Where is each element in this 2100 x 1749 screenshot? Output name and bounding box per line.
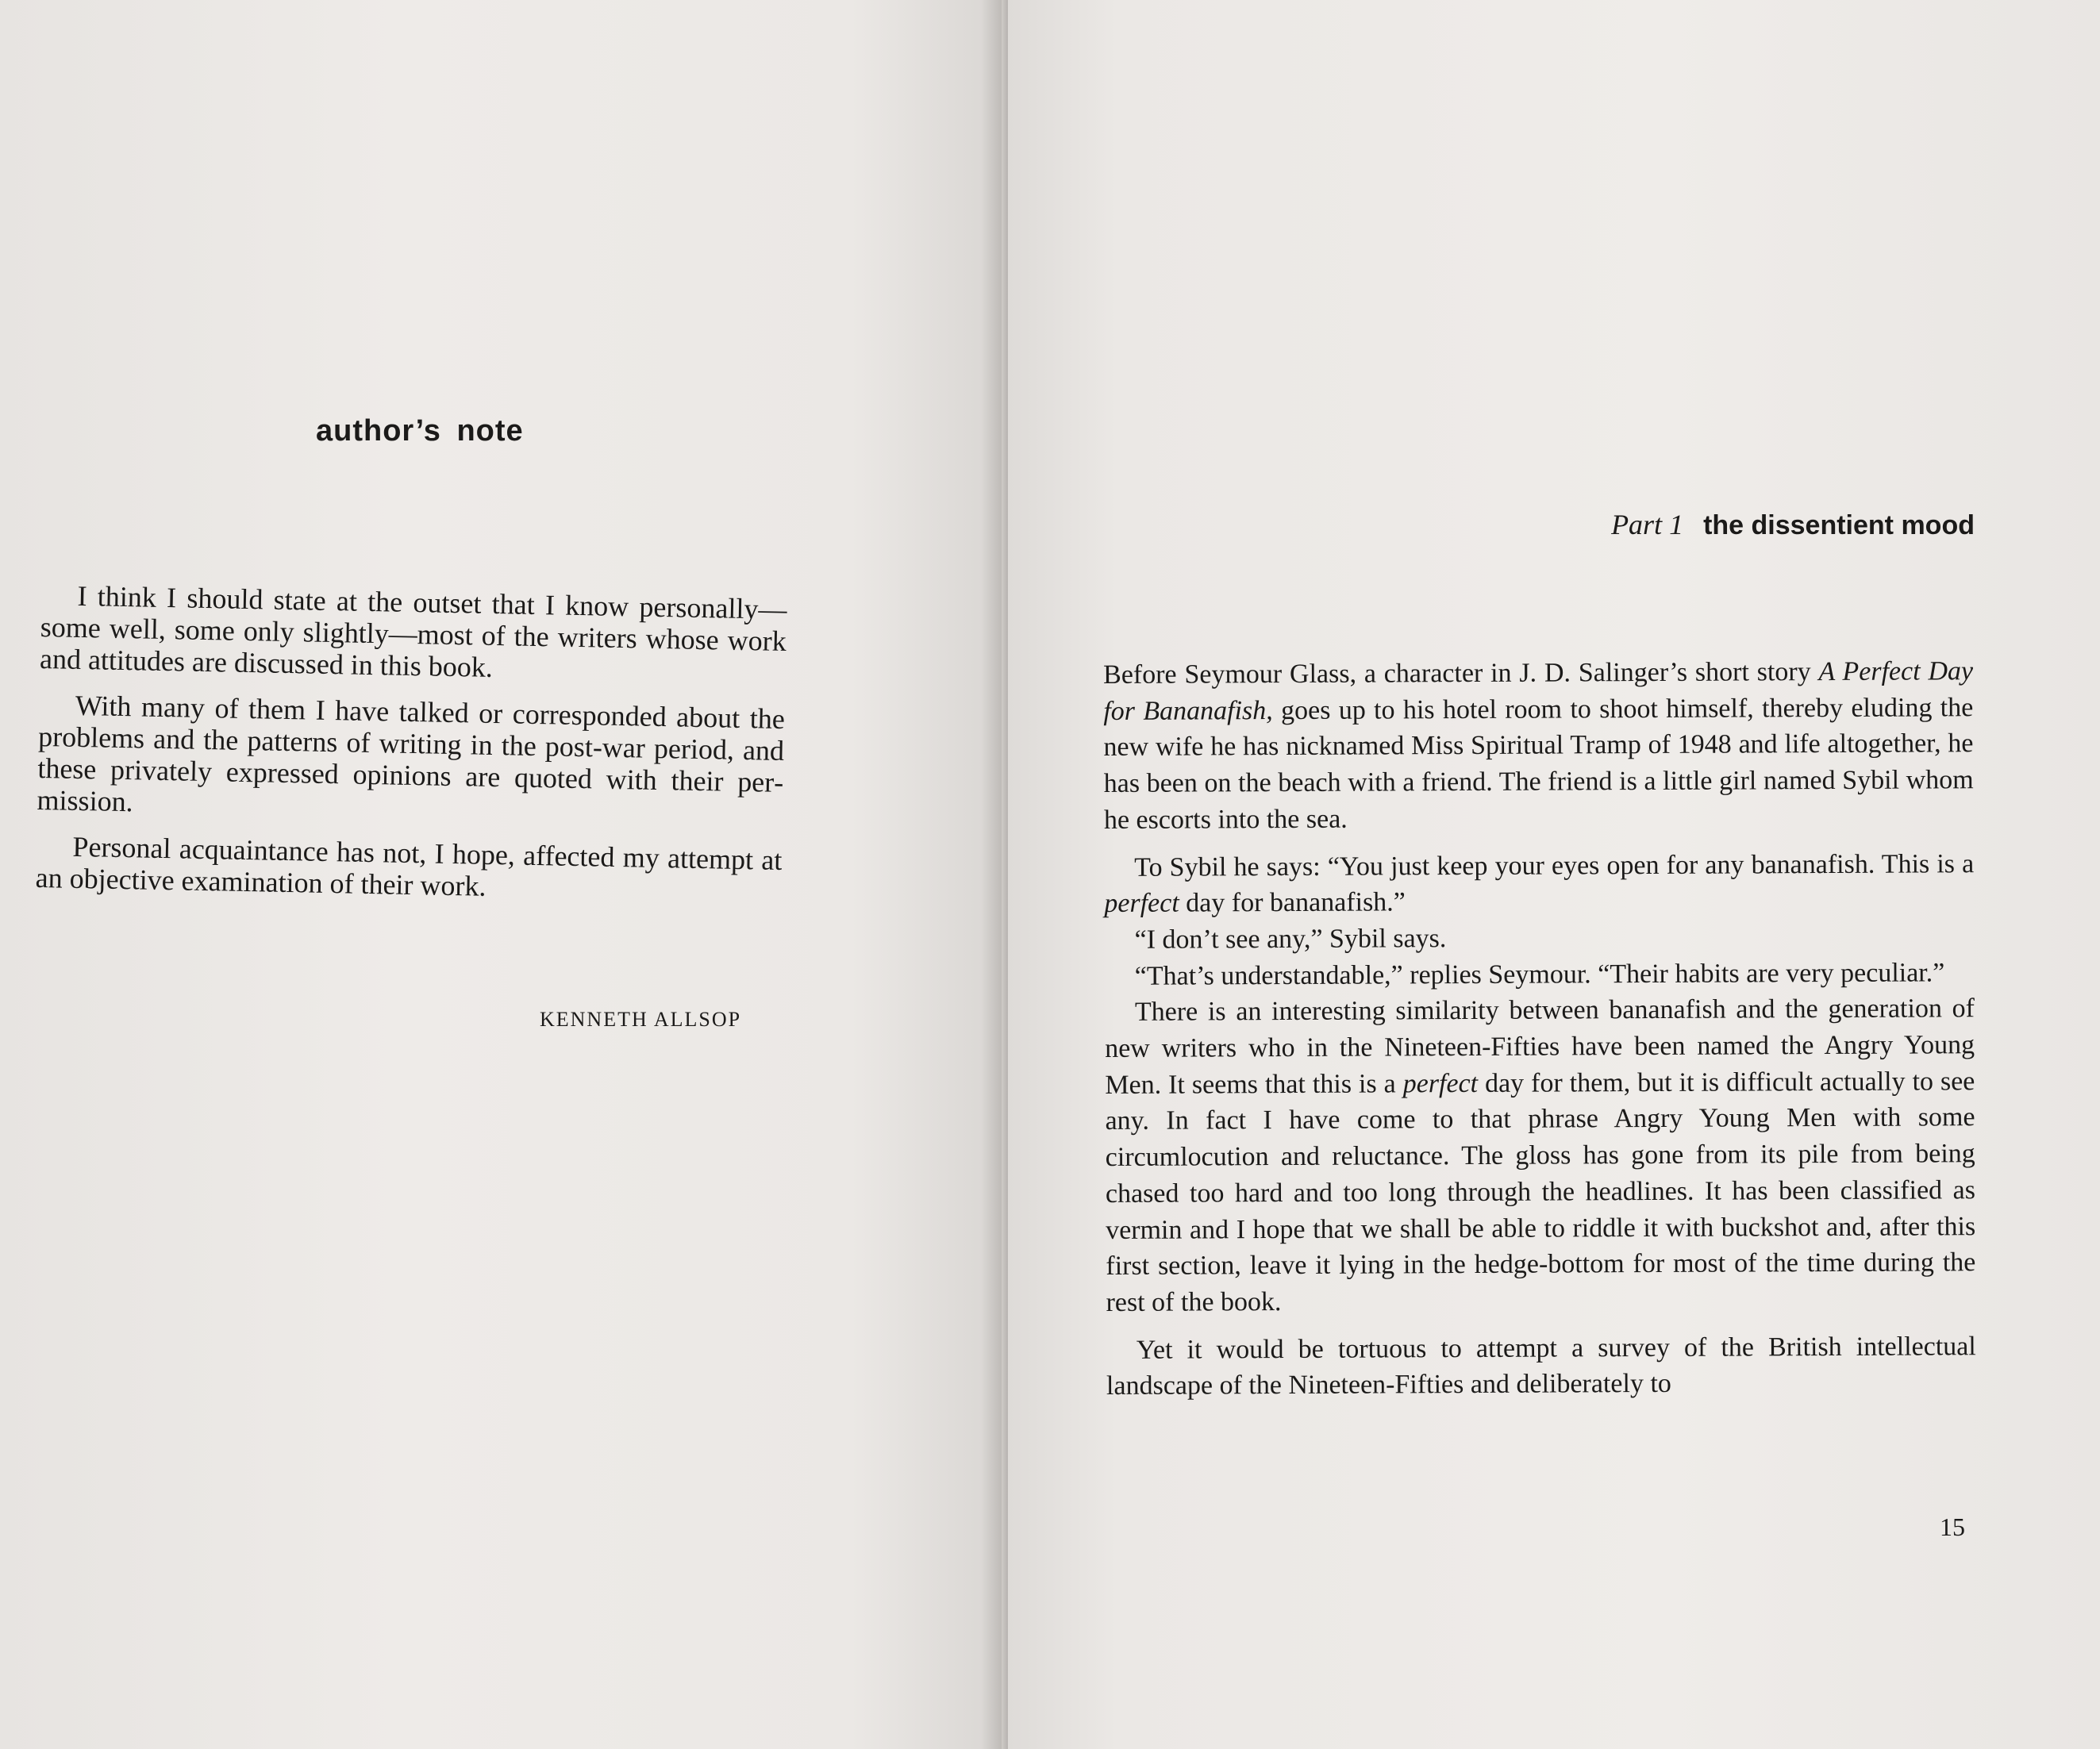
text-run: Before Seymour Glass, a character in J. D. Salinger’s short story	[1103, 657, 1819, 690]
emphasis: perfect	[1402, 1068, 1479, 1099]
authors-note-title: author’s note	[316, 414, 524, 448]
part-label: Part 1	[1611, 509, 1684, 540]
text-run: day for them, but it is difficult actually to see any. In fact I have come to that phrase Angry Young Men with some circumlocution and reluctance. The gloss has gone from its pile from being chased too hard and too long through the headlines. It has been classified as vermin and I hope that we shall be able to riddle it with buckshot and, after this first section, leave it lying in the hedge-bottom for most of the time during the rest of the book.	[1105, 1066, 1976, 1317]
body-paragraph	[1104, 846, 1974, 922]
body-paragraph: “I don’t see any,” Sybil says.	[1134, 924, 1447, 955]
author-signature: KENNETH ALLSOP	[540, 1008, 742, 1031]
page-number: 15	[1940, 1513, 1965, 1541]
body-paragraph	[1105, 991, 1976, 1321]
text-run: To Sybil he says: “You just keep your eyes open for any bananafish. This is a	[1134, 848, 1975, 882]
text-run: goes up to his hotel room to shoot himself, thereby eluding the new wife he has nicknamed Miss Spiritual Tramp of 1948 and life altogether, he has been on the beach with a friend. The friend is a little girl named Sybil whom he escorts into the sea.	[1103, 692, 1974, 835]
note-paragraph: Personal acquaintance has not, I hope, affected my attempt at an objective examination of their work.	[35, 830, 783, 902]
part-title: the dissentient mood	[1703, 510, 1975, 540]
chapter-body	[1103, 653, 1976, 1405]
body-paragraph: Yet it would be tortuous to attempt a survey of the British intellectual landscape of the Nineteen-Fifties and deliberately to	[1106, 1331, 1976, 1401]
text-run: day for bananafish.”	[1179, 887, 1406, 918]
emphasis: perfect	[1104, 888, 1179, 919]
text-run: There is an interesting similarity between bananafish and the generation of new writers who in the Nineteen-Fifties have been named the Angry Young Men. It seems that this is a	[1105, 994, 1975, 1100]
authors-note-body	[35, 579, 787, 922]
part-heading	[1611, 508, 1975, 541]
story-title: A Perfect Day for Bananafish,	[1103, 656, 1974, 726]
note-paragraph: I think I should state at the outset that I know personally—some well, some only slightly—most of the writers whose work and attitudes are discussed in this book.	[39, 579, 787, 683]
left-page	[0, 0, 1002, 1749]
body-paragraph: “That’s understandable,” replies Seymour. “Their habits are very peculiar.”	[1134, 958, 1945, 991]
note-paragraph: With many of them I have talked or corresponded about the problems and the patterns of writing in the post-war period, and these privately expressed opinions are quoted with their permission.	[37, 689, 786, 818]
body-paragraph	[1103, 653, 1974, 838]
